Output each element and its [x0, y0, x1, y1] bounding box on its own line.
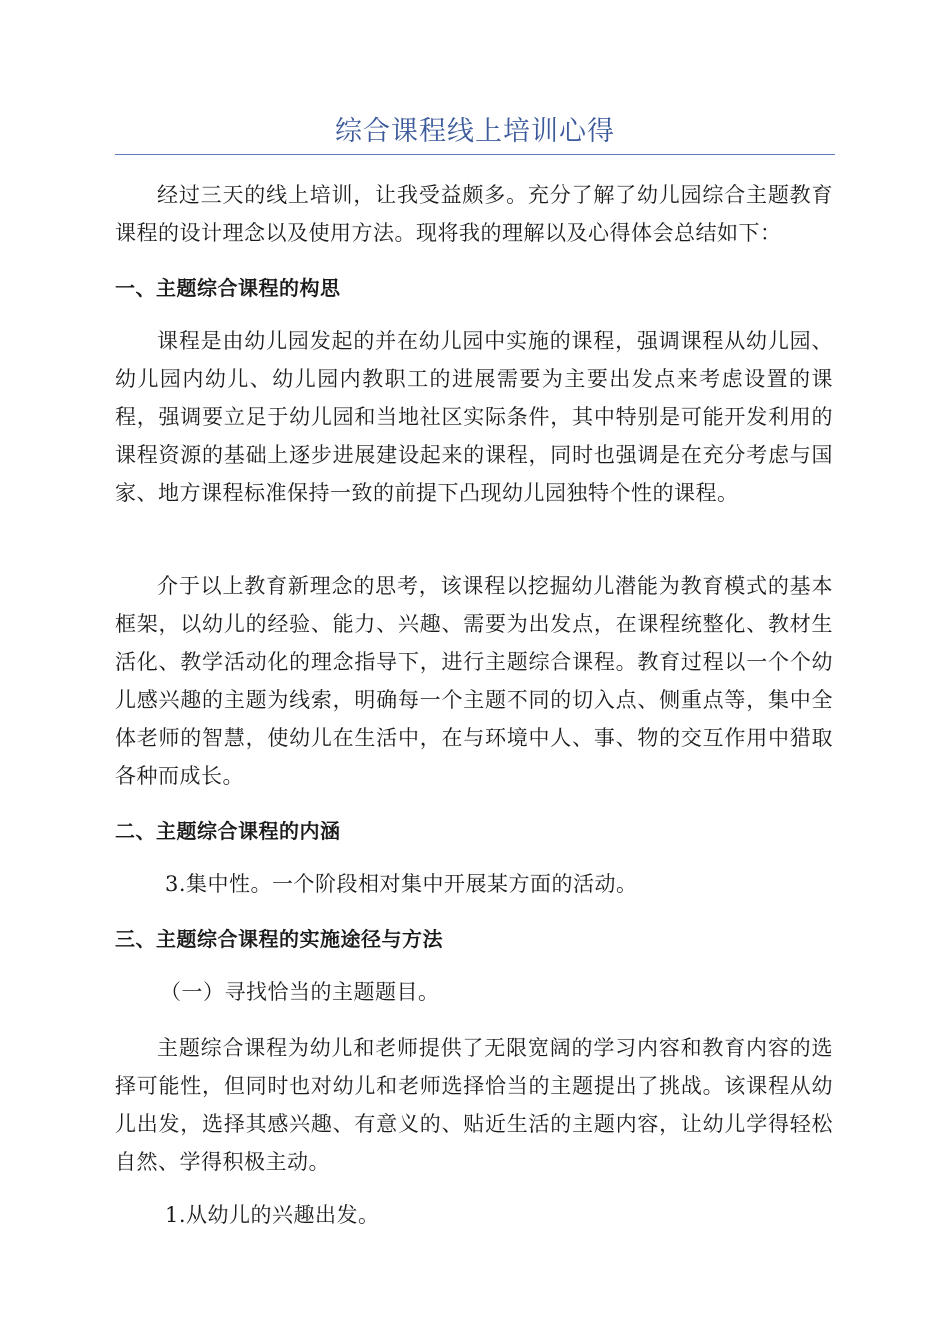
- section-1-paragraph-1: 课程是由幼儿园发起的并在幼儿园中实施的课程，强调课程从幼儿园、幼儿园内幼儿、幼儿园内教职工的进展需要为主要出发点来考虑设置的课程，强调要立足于幼儿园和当地社区实际条件，其中特别是可能开发利用的课程资源的基础上逐步进展建设起来的课程，同时也强调是在充分考虑与国家、地方课程标准保持一致的前提下凸现幼儿园独特个性的课程。: [115, 329, 833, 505]
- title-underline: [115, 154, 835, 155]
- section-3-subheading-1: （一）寻找恰当的主题题目。: [160, 980, 440, 1004]
- section-3-paragraph-1: 主题综合课程为幼儿和老师提供了无限宽阔的学习内容和教育内容的选择可能性，但同时也对幼儿和老师选择恰当的主题提出了挑战。该课程从幼儿出发，选择其感兴趣、有意义的、贴近生活的主题内容，让幼儿学得轻松自然、学得积极主动。: [115, 1036, 833, 1174]
- section-3-item-1: 1.从幼儿的兴趣出发。: [165, 1203, 380, 1227]
- section-1-paragraph-2: 介于以上教育新理念的思考，该课程以挖掘幼儿潜能为教育模式的基本框架，以幼儿的经验、能力、兴趣、需要为出发点，在课程统整化、教材生活化、教学活动化的理念指导下，进行主题综合课程。教育过程以一个个幼儿感兴趣的主题为线索，明确每一个主题不同的切入点、侧重点等，集中全体老师的智慧，使幼儿在生活中，在与环境中人、事、物的交互作用中猎取各种而成长。: [115, 574, 833, 788]
- section-1-heading: 一、主题综合课程的构思: [115, 276, 341, 300]
- section-3-heading: 三、主题综合课程的实施途径与方法: [115, 927, 443, 951]
- document-title: 综合课程线上培训心得: [335, 116, 615, 147]
- section-2-item-3: 3.集中性。一个阶段相对集中开展某方面的活动。: [165, 872, 638, 896]
- intro-paragraph: 经过三天的线上培训，让我受益颇多。充分了解了幼儿园综合主题教育课程的设计理念以及使用方法。现将我的理解以及心得体会总结如下：: [115, 183, 833, 245]
- section-2-heading: 二、主题综合课程的内涵: [115, 819, 341, 843]
